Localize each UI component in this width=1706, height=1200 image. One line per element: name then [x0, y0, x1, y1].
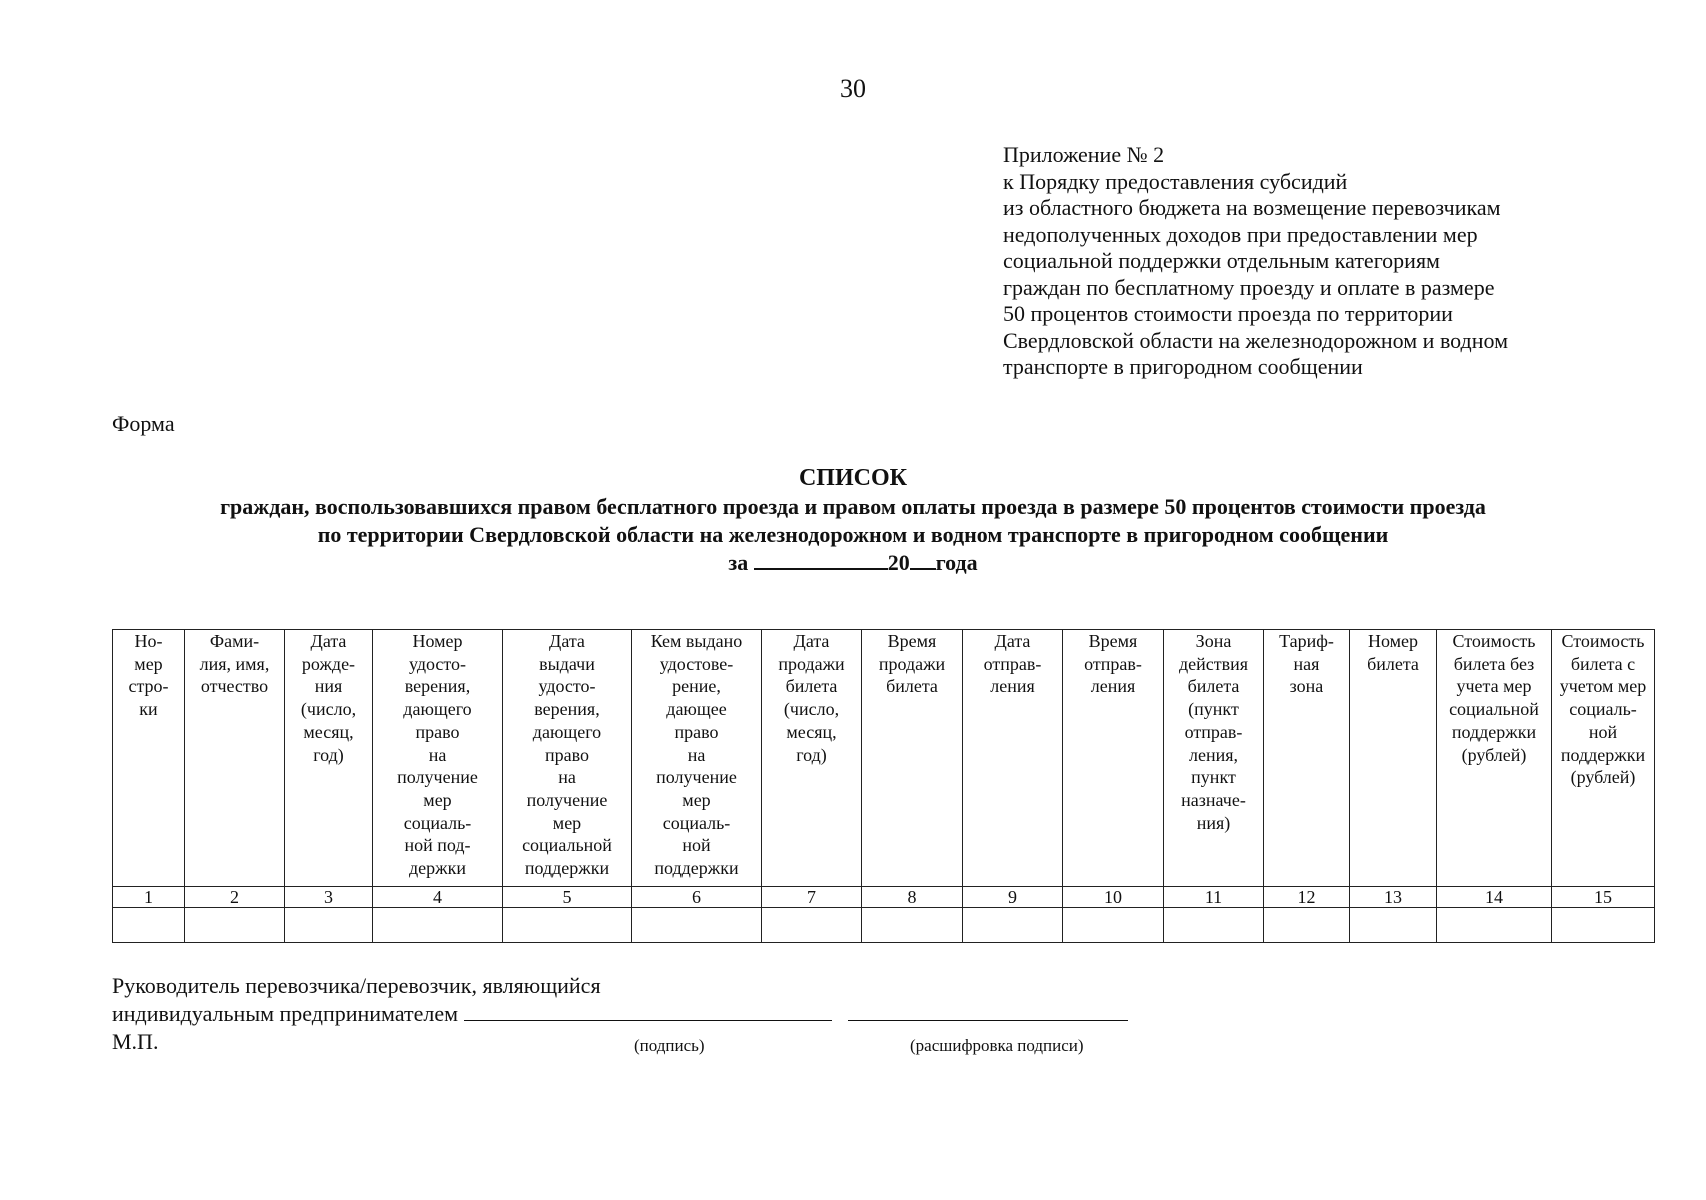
column-header: Дата выдачи удосто- верения, дающего право на получение мер социальной поддержки	[503, 630, 632, 887]
column-number: 12	[1264, 887, 1350, 908]
table-cell[interactable]	[1164, 908, 1264, 943]
table-cell[interactable]	[1437, 908, 1552, 943]
table-cell[interactable]	[762, 908, 862, 943]
appendix-line: Приложение № 2	[1003, 142, 1165, 167]
signature-block	[112, 972, 1212, 1058]
table-cell[interactable]	[1063, 908, 1164, 943]
table-cell[interactable]	[113, 908, 185, 943]
header-row	[113, 630, 1655, 887]
column-header: Дата продажи билета (число, месяц, год)	[762, 630, 862, 887]
column-header: Номер удосто- верения, дающего право на получение мер социаль- ной под- держки	[373, 630, 503, 887]
signature-decode-caption: (расшифровка подписи)	[910, 1036, 1084, 1055]
table-cell[interactable]	[963, 908, 1063, 943]
appendix-line: транспорте в пригородном сообщении	[1003, 354, 1363, 379]
column-number: 5	[503, 887, 632, 908]
column-header: Дата рожде- ния (число, месяц, год)	[285, 630, 373, 887]
column-number: 10	[1063, 887, 1164, 908]
column-number: 6	[632, 887, 762, 908]
appendix-line: недополученных доходов при предоставлении мер	[1003, 221, 1478, 247]
table-cell[interactable]	[373, 908, 503, 943]
table-cell[interactable]	[185, 908, 285, 943]
signature-decode-field[interactable]	[848, 1000, 1128, 1021]
appendix-line: Свердловской области на железнодорожном и водном	[1003, 327, 1509, 353]
signature-caption: (подпись)	[634, 1036, 705, 1055]
period-year: 20	[887, 550, 910, 575]
page-number: 30	[840, 74, 866, 103]
appendix-note	[1003, 142, 1643, 381]
column-number: 7	[762, 887, 862, 908]
column-number: 4	[373, 887, 503, 908]
title-subline-2: по территории Свердловской области на железнодорожном и водном транспорте в пригородном сообщении	[317, 521, 1389, 547]
column-header: Номер билета	[1350, 630, 1437, 887]
stamp-row	[112, 1028, 1212, 1058]
period-prefix: за	[728, 550, 749, 575]
table-cell[interactable]	[1552, 908, 1655, 943]
column-number: 3	[285, 887, 373, 908]
column-number: 15	[1552, 887, 1655, 908]
column-header: Стоимость билета с учетом мер социаль- ной поддержки (рублей)	[1552, 630, 1655, 887]
signatory-role-text: индивидуальным предпринимателем	[112, 1001, 459, 1026]
column-header: Зона действия билета (пункт отправ- ления, пункт назначе- ния)	[1164, 630, 1264, 887]
column-number: 8	[862, 887, 963, 908]
table-cell[interactable]	[632, 908, 762, 943]
document-title-block	[0, 463, 1706, 577]
appendix-line: социальной поддержки отдельным категориям	[1003, 248, 1440, 273]
column-header: Время продажи билета	[862, 630, 963, 887]
title-subline-1: граждан, воспользовавшихся правом бесплатного проезда и правом оплаты проезда в размере 50 процентов стоимости проезда	[220, 494, 1486, 519]
reporting-period	[0, 548, 1706, 577]
table-cell[interactable]	[1350, 908, 1437, 943]
column-header: Стоимость билета без учета мер социальной поддержки (рублей)	[1437, 630, 1552, 887]
year-blank-field[interactable]	[910, 548, 936, 570]
column-header: Но- мер стро- ки	[113, 630, 185, 887]
table-cell[interactable]	[503, 908, 632, 943]
signatory-role-line: Руководитель перевозчика/перевозчик, являющийся	[112, 973, 601, 998]
column-header: Время отправ- ления	[1063, 630, 1164, 887]
document-title: СПИСОК	[798, 465, 908, 491]
table-row	[113, 908, 1655, 943]
column-number: 14	[1437, 887, 1552, 908]
appendix-line: к Порядку предоставления субсидий	[1003, 168, 1348, 194]
column-header: Тариф- ная зона	[1264, 630, 1350, 887]
column-header: Кем выдано удостове- рение, дающее право на получение мер социаль- ной поддержки	[632, 630, 762, 887]
form-label: Форма	[112, 411, 175, 436]
column-number: 9	[963, 887, 1063, 908]
period-blank-field[interactable]	[754, 548, 888, 570]
period-suffix: года	[935, 550, 978, 575]
table-cell[interactable]	[1264, 908, 1350, 943]
appendix-line: из областного бюджета на возмещение перевозчикам	[1003, 195, 1501, 220]
signature-field[interactable]	[464, 1000, 832, 1021]
appendix-line: граждан по бесплатному проезду и оплате в размере	[1003, 274, 1495, 300]
appendix-line: 50 процентов стоимости проезда по территории	[1003, 301, 1453, 326]
column-number-row	[113, 887, 1655, 908]
stamp-place-label: М.П.	[112, 1029, 159, 1054]
table-cell[interactable]	[862, 908, 963, 943]
citizens-register-table	[112, 629, 1655, 943]
column-number: 1	[113, 887, 185, 908]
column-number: 2	[185, 887, 285, 908]
column-header: Фами- лия, имя, отчество	[185, 630, 285, 887]
column-number: 11	[1164, 887, 1264, 908]
column-number: 13	[1350, 887, 1437, 908]
signatory-role-line-2	[112, 1000, 1212, 1028]
column-header: Дата отправ- ления	[963, 630, 1063, 887]
table-cell[interactable]	[285, 908, 373, 943]
